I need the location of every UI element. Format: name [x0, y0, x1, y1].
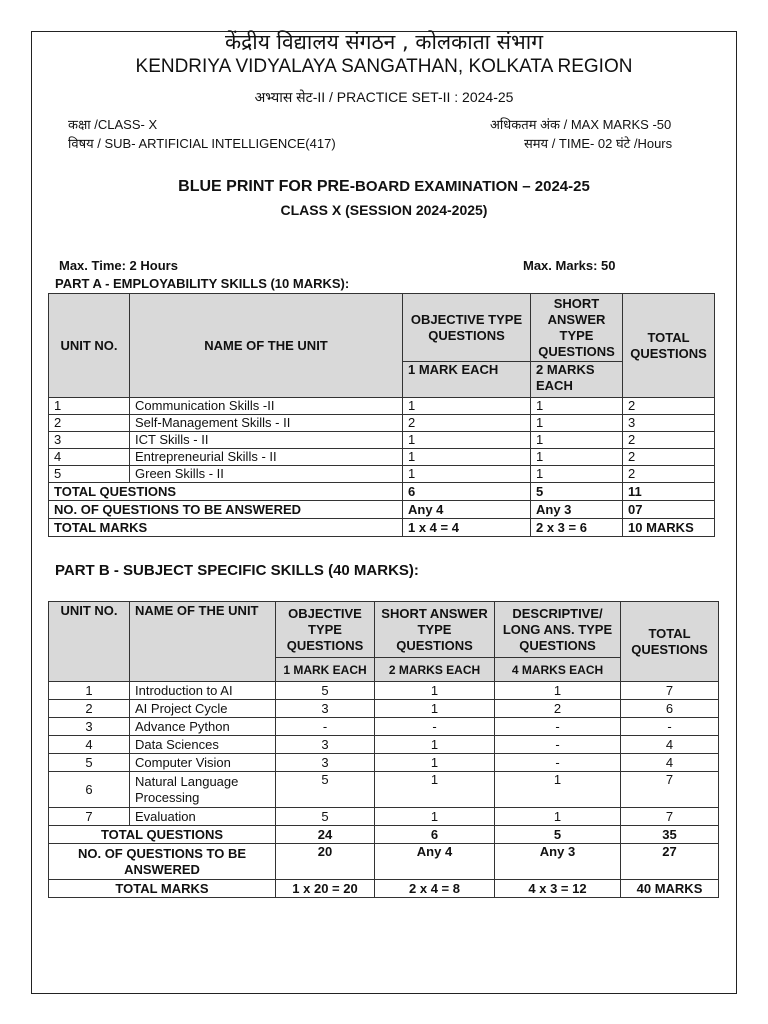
header-unit-no: UNIT NO.	[49, 294, 130, 398]
objective-count-cell: 1	[403, 449, 531, 466]
part-b-table	[48, 601, 719, 898]
total-summary-cell: 07	[623, 501, 715, 519]
table-row	[49, 736, 719, 754]
header-unit-name: NAME OF THE UNIT	[130, 294, 403, 398]
time-label: समय / TIME- 02 घंटे /Hours	[524, 136, 673, 151]
header-objective: OBJECTIVE TYPE QUESTIONS	[403, 294, 531, 362]
short-answer-count-cell: 1	[375, 736, 495, 754]
part-a-rows	[49, 398, 715, 537]
objective-count-cell: 1	[403, 466, 531, 483]
header-unit-name: NAME OF THE UNIT	[130, 602, 276, 682]
summary-label-cell: TOTAL MARKS	[49, 519, 403, 537]
objective-count-cell: 5	[276, 808, 375, 826]
objective-summary-cell: Any 4	[403, 501, 531, 519]
total-count-cell: 3	[623, 415, 715, 432]
unit-no-cell: 2	[49, 700, 130, 718]
short-answer-count-cell: 1	[375, 682, 495, 700]
table-row	[49, 398, 715, 415]
short-answer-count-cell: 1	[375, 808, 495, 826]
objective-summary-cell: 24	[276, 826, 375, 844]
short-answer-summary-cell: Any 3	[531, 501, 623, 519]
total-count-cell: 2	[623, 466, 715, 483]
objective-count-cell: 1	[403, 398, 531, 415]
unit-name-cell: Self-Management Skills - II	[130, 415, 403, 432]
unit-name-cell: Advance Python	[130, 718, 276, 736]
unit-no-cell: 6	[49, 772, 130, 808]
unit-no-cell: 4	[49, 736, 130, 754]
summary-row	[49, 880, 719, 898]
long-answer-count-cell: 1	[495, 682, 621, 700]
long-answer-count-cell: 1	[495, 772, 621, 808]
objective-count-cell: 3	[276, 700, 375, 718]
summary-row	[49, 483, 715, 501]
table-row	[49, 808, 719, 826]
table-row	[49, 432, 715, 449]
summary-label-cell: NO. OF QUESTIONS TO BE ANSWERED	[49, 844, 276, 880]
unit-no-cell: 7	[49, 808, 130, 826]
short-answer-summary-cell: 2 x 4 = 8	[375, 880, 495, 898]
long-answer-count-cell: 2	[495, 700, 621, 718]
unit-name-cell: Computer Vision	[130, 754, 276, 772]
unit-name-cell: Natural Language Processing	[130, 772, 276, 808]
total-count-cell: 7	[621, 682, 719, 700]
total-summary-cell: 40 MARKS	[621, 880, 719, 898]
unit-name-cell: Entrepreneurial Skills - II	[130, 449, 403, 466]
objective-count-cell: 5	[276, 682, 375, 700]
header-unit-no: UNIT NO.	[49, 602, 130, 682]
header-objective-marks: 1 MARK EACH	[403, 362, 531, 398]
long-answer-count-cell: 1	[495, 808, 621, 826]
blueprint-title	[0, 178, 768, 196]
objective-count-cell: 3	[276, 754, 375, 772]
total-summary-cell: 11	[623, 483, 715, 501]
hindi-title: केंद्रीय विद्यालय संगठन , कोलकाता संभाग	[224, 30, 544, 54]
unit-name-cell: ICT Skills - II	[130, 432, 403, 449]
unit-no-cell: 3	[49, 718, 130, 736]
header-short-marks: 2 MARKS EACH	[375, 658, 495, 682]
total-summary-cell: 27	[621, 844, 719, 880]
header-total: TOTAL QUESTIONS	[621, 602, 719, 682]
header-short-marks: 2 MARKS EACH	[531, 362, 623, 398]
short-answer-count-cell: -	[375, 718, 495, 736]
blueprint-subtitle: CLASS X (SESSION 2024-2025)	[280, 202, 488, 218]
blueprint-title-part2: BOARD EXAMINATION – 2024-25	[355, 178, 590, 195]
summary-label-cell: TOTAL MARKS	[49, 880, 276, 898]
header-short-answer: SHORT ANSWER TYPE QUESTIONS	[531, 294, 623, 362]
table-row	[49, 700, 719, 718]
summary-row	[49, 519, 715, 537]
short-answer-summary-cell: 2 x 3 = 6	[531, 519, 623, 537]
objective-summary-cell: 1 x 4 = 4	[403, 519, 531, 537]
total-count-cell: 7	[621, 808, 719, 826]
long-answer-count-cell: -	[495, 754, 621, 772]
table-row	[49, 466, 715, 483]
short-answer-count-cell: 1	[375, 754, 495, 772]
organization-title: KENDRIYA VIDYALAYA SANGATHAN, KOLKATA REGION	[135, 56, 633, 77]
unit-no-cell: 1	[49, 682, 130, 700]
unit-name-cell: AI Project Cycle	[130, 700, 276, 718]
max-marks: Max. Marks: 50	[523, 258, 616, 273]
long-answer-summary-cell: 4 x 3 = 12	[495, 880, 621, 898]
summary-label-cell: NO. OF QUESTIONS TO BE ANSWERED	[49, 501, 403, 519]
total-count-cell: 2	[623, 449, 715, 466]
short-answer-count-cell: 1	[531, 415, 623, 432]
unit-no-cell: 5	[49, 754, 130, 772]
short-answer-count-cell: 1	[375, 772, 495, 808]
unit-no-cell: 2	[49, 415, 130, 432]
unit-name-cell: Evaluation	[130, 808, 276, 826]
summary-row	[49, 826, 719, 844]
long-answer-summary-cell: 5	[495, 826, 621, 844]
objective-summary-cell: 20	[276, 844, 375, 880]
table-row	[49, 415, 715, 432]
practice-set-label: अभ्यास सेट-II / PRACTICE SET-II : 2024-25	[254, 89, 514, 105]
objective-count-cell: -	[276, 718, 375, 736]
total-count-cell: 4	[621, 754, 719, 772]
max-marks-label: अधिकतम अंक / MAX MARKS -50	[490, 117, 672, 132]
total-count-cell: 2	[623, 398, 715, 415]
max-time: Max. Time: 2 Hours	[59, 258, 178, 273]
objective-count-cell: 3	[276, 736, 375, 754]
unit-name-cell: Communication Skills -II	[130, 398, 403, 415]
long-answer-count-cell: -	[495, 736, 621, 754]
part-a-title: PART A - EMPLOYABILITY SKILLS (10 MARKS):	[55, 276, 350, 291]
table-row	[49, 754, 719, 772]
class-label: कक्षा /CLASS- X	[68, 117, 158, 132]
total-count-cell: 7	[621, 772, 719, 808]
table-row	[49, 449, 715, 466]
objective-summary-cell: 6	[403, 483, 531, 501]
total-count-cell: 6	[621, 700, 719, 718]
long-answer-count-cell: -	[495, 718, 621, 736]
part-b-rows	[49, 682, 719, 898]
part-b-title: PART B - SUBJECT SPECIFIC SKILLS (40 MARKS):	[55, 562, 419, 579]
header-long-answer: DESCRIPTIVE/ LONG ANS. TYPE QUESTIONS	[495, 602, 621, 658]
short-answer-summary-cell: Any 4	[375, 844, 495, 880]
part-a-table	[48, 293, 715, 537]
objective-count-cell: 2	[403, 415, 531, 432]
short-answer-count-cell: 1	[375, 700, 495, 718]
header-long-marks: 4 MARKS EACH	[495, 658, 621, 682]
short-answer-count-cell: 1	[531, 432, 623, 449]
blueprint-title-part1: BLUE PRINT FOR PRE-	[178, 178, 356, 195]
objective-summary-cell: 1 x 20 = 20	[276, 880, 375, 898]
total-count-cell: -	[621, 718, 719, 736]
short-answer-count-cell: 1	[531, 449, 623, 466]
short-answer-count-cell: 1	[531, 398, 623, 415]
objective-count-cell: 5	[276, 772, 375, 808]
table-row	[49, 682, 719, 700]
unit-name-cell: Introduction to AI	[130, 682, 276, 700]
short-answer-count-cell: 1	[531, 466, 623, 483]
table-row	[49, 718, 719, 736]
short-answer-summary-cell: 6	[375, 826, 495, 844]
short-answer-summary-cell: 5	[531, 483, 623, 501]
total-count-cell: 4	[621, 736, 719, 754]
subject-label: विषय / SUB- ARTIFICIAL INTELLIGENCE(417)	[68, 136, 336, 151]
header-objective: OBJECTIVE TYPE QUESTIONS	[276, 602, 375, 658]
table-row	[49, 772, 719, 808]
objective-count-cell: 1	[403, 432, 531, 449]
header-total: TOTAL QUESTIONS	[623, 294, 715, 398]
unit-name-cell: Data Sciences	[130, 736, 276, 754]
header-short-answer: SHORT ANSWER TYPE QUESTIONS	[375, 602, 495, 658]
summary-label-cell: TOTAL QUESTIONS	[49, 826, 276, 844]
long-answer-summary-cell: Any 3	[495, 844, 621, 880]
summary-row	[49, 844, 719, 880]
unit-no-cell: 4	[49, 449, 130, 466]
summary-label-cell: TOTAL QUESTIONS	[49, 483, 403, 501]
total-summary-cell: 10 MARKS	[623, 519, 715, 537]
unit-no-cell: 5	[49, 466, 130, 483]
summary-row	[49, 501, 715, 519]
unit-name-cell: Green Skills - II	[130, 466, 403, 483]
header-objective-marks: 1 MARK EACH	[276, 658, 375, 682]
total-summary-cell: 35	[621, 826, 719, 844]
unit-no-cell: 3	[49, 432, 130, 449]
total-count-cell: 2	[623, 432, 715, 449]
unit-no-cell: 1	[49, 398, 130, 415]
